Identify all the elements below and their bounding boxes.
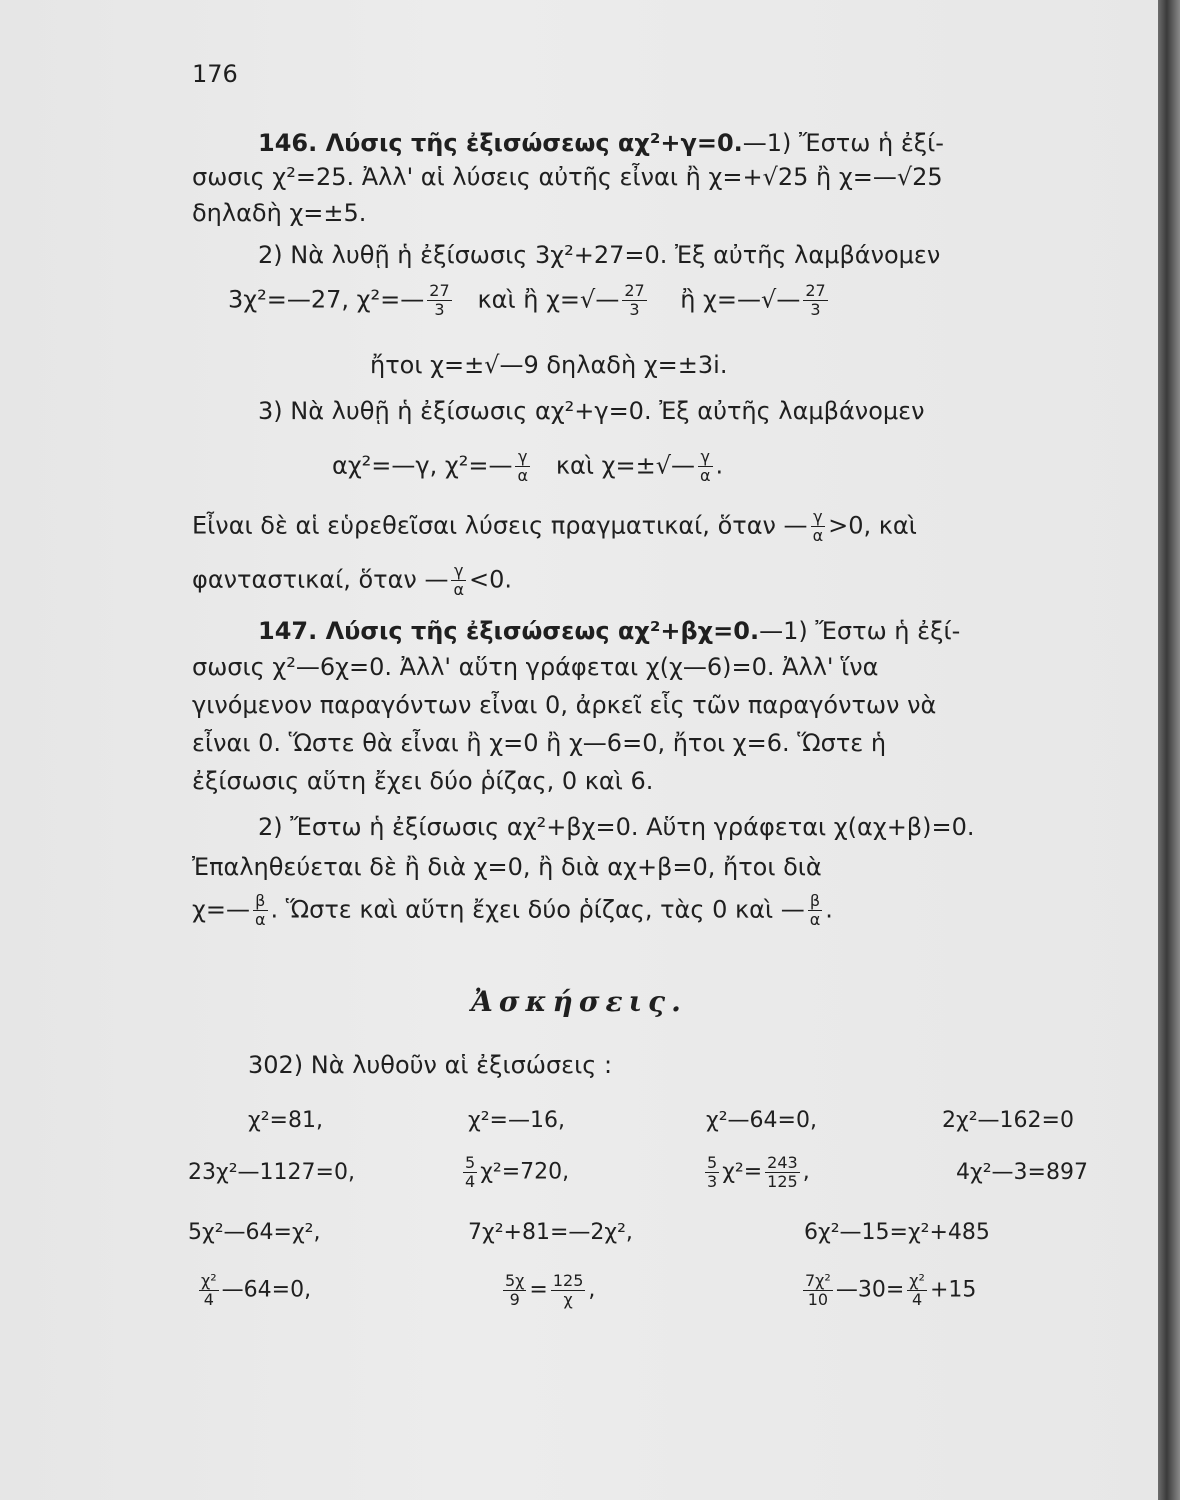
- exercises-heading: Ἀσκήσεις.: [471, 985, 687, 1018]
- exercise-eq: 6χ²—15=χ²+485: [804, 1220, 990, 1245]
- exercise-eq: 23χ²—1127=0,: [188, 1160, 355, 1185]
- exercise-eq: [500, 1272, 595, 1309]
- numerator: β: [253, 892, 268, 911]
- fraction: [451, 562, 466, 599]
- denominator: 4: [912, 1290, 923, 1309]
- fraction: [551, 1272, 586, 1309]
- exercise-eq: 7χ²+81=—2χ²,: [468, 1220, 633, 1245]
- numerator: 27: [429, 281, 450, 300]
- sec147-line4: εἶναι 0. Ὥστε θὰ εἶναι ἢ χ=0 ἢ χ—6=0, ἤτοι χ=6. Ὥστε ἡ: [192, 729, 887, 757]
- fraction: [427, 282, 451, 319]
- text: >0, καὶ: [828, 511, 917, 540]
- fraction: [803, 282, 827, 319]
- text: <0.: [469, 565, 513, 594]
- sec147-line7: Ἐπαληθεύεται δὲ ἢ διὰ χ=0, ἢ διὰ αχ+β=0, ἤτοι διὰ: [192, 853, 822, 881]
- fraction: [808, 892, 823, 929]
- denominator: 4: [203, 1290, 214, 1309]
- fraction: [253, 892, 268, 929]
- sec146-line5: [228, 282, 831, 319]
- sec147-text: —1) Ἔστω ἡ ἐξί-: [759, 617, 961, 645]
- denominator: α: [809, 910, 821, 929]
- denominator: α: [812, 526, 824, 545]
- fraction: [503, 1272, 526, 1309]
- denominator: 3: [707, 1172, 718, 1191]
- text: ,: [588, 1277, 596, 1303]
- numerator: χ²: [201, 1271, 217, 1290]
- text: =: [529, 1277, 548, 1303]
- eq-text: αχ²=—γ, χ²=—: [332, 451, 513, 480]
- sec146-title: 146. Λύσις τῆς ἐξισώσεως αχ²+γ=0.: [258, 129, 743, 157]
- numerator: 5χ: [505, 1271, 525, 1290]
- sec146-line2: σωσις χ²=25. Ἀλλ' αἱ λύσεις αὐτῆς εἶναι ἢ χ=+√25 ἢ χ=—√25: [192, 163, 943, 191]
- text: χ=—: [192, 895, 250, 924]
- text: χ²=720,: [480, 1159, 570, 1185]
- denominator: 9: [509, 1290, 520, 1309]
- exercise-eq: [460, 1154, 569, 1191]
- fraction: [803, 1272, 833, 1309]
- sec146-text: —1) Ἔστω ἡ ἐξί-: [742, 129, 944, 157]
- exercise-eq: χ²=—16,: [468, 1108, 565, 1133]
- fraction: [199, 1272, 219, 1309]
- sec147-title: 147. Λύσις τῆς ἐξισώσεως αχ²+βχ=0.: [258, 617, 760, 645]
- exercises-intro: 302) Νὰ λυθοῦν αἱ ἐξισώσεις :: [248, 1051, 613, 1079]
- fraction: [463, 1154, 477, 1191]
- denominator: χ: [563, 1290, 573, 1309]
- eq-text: ἢ χ=—√—: [680, 285, 801, 314]
- denominator: 3: [810, 300, 821, 319]
- denominator: α: [453, 580, 464, 599]
- sec146-line9: [192, 508, 917, 545]
- eq-text: 3χ²=—27, χ²=—: [228, 285, 425, 314]
- denominator: 125: [767, 1172, 798, 1191]
- text: ,: [802, 1159, 810, 1185]
- fraction: [907, 1272, 927, 1309]
- exercise-eq: [702, 1154, 810, 1191]
- exercise-eq: 2χ²—162=0: [942, 1108, 1074, 1133]
- sec147-line5: ἐξίσωσις αὕτη ἔχει δύο ῥίζας, 0 καὶ 6.: [192, 767, 654, 795]
- text: φανταστικαί, ὅταν —: [192, 565, 449, 594]
- fraction: [698, 448, 713, 485]
- exercise-eq: [196, 1272, 311, 1309]
- sec147-line1: [258, 616, 960, 646]
- fraction: [515, 448, 530, 485]
- sec147-line8: [192, 892, 833, 929]
- sec146-line6: ἤτοι χ=±√—9 δηλαδὴ χ=±3i.: [370, 351, 728, 379]
- sec146-line3: δηλαδὴ χ=±5.: [192, 199, 367, 227]
- fraction: [705, 1154, 719, 1191]
- denominator: 10: [807, 1290, 829, 1309]
- numerator: 7χ²: [805, 1271, 831, 1290]
- text: —30=: [835, 1277, 905, 1303]
- book-spine: [1158, 0, 1180, 1500]
- fraction: [765, 1154, 800, 1191]
- numerator: 243: [767, 1153, 798, 1172]
- numerator: 5: [465, 1153, 476, 1172]
- text: Εἶναι δὲ αἱ εὑρεθεῖσαι λύσεις πραγματικαί, ὅταν —: [192, 511, 808, 540]
- text: . Ὥστε καὶ αὕτη ἔχει δύο ῥίζας, τὰς 0 καὶ —: [270, 895, 805, 924]
- exercise-eq: 5χ²—64=χ²,: [188, 1220, 321, 1245]
- denominator: 3: [629, 300, 640, 319]
- exercise-eq: [800, 1272, 976, 1309]
- numerator: γ: [811, 508, 826, 527]
- exercise-eq: χ²=81,: [248, 1108, 323, 1133]
- sec146-line7: 3) Νὰ λυθῇ ἡ ἐξίσωσις αχ²+γ=0. Ἐξ αὐτῆς λαμβάνομεν: [258, 397, 925, 425]
- denominator: 4: [465, 1172, 476, 1191]
- numerator: β: [808, 892, 823, 911]
- eq-text: καὶ ἢ χ=√—: [477, 285, 620, 314]
- numerator: χ²: [909, 1271, 925, 1290]
- sec147-line6: 2) Ἔστω ἡ ἐξίσωσις αχ²+βχ=0. Αὕτη γράφεται χ(αχ+β)=0.: [258, 813, 975, 841]
- denominator: α: [254, 910, 266, 929]
- exercise-eq: 4χ²—3=897: [956, 1160, 1088, 1185]
- denominator: α: [700, 466, 711, 485]
- numerator: γ: [698, 448, 713, 467]
- denominator: α: [517, 466, 529, 485]
- fraction: [622, 282, 646, 319]
- numerator: 27: [624, 281, 645, 300]
- sec146-line10: [192, 562, 512, 599]
- numerator: 5: [707, 1153, 718, 1172]
- text: χ²=: [722, 1159, 763, 1185]
- sec146-line1: [258, 128, 944, 158]
- sec146-line4: 2) Νὰ λυθῇ ἡ ἐξίσωσις 3χ²+27=0. Ἐξ αὐτῆς λαμβάνομεν: [258, 241, 941, 269]
- page-number: 176: [192, 60, 238, 88]
- text: +15: [929, 1277, 977, 1303]
- numerator: γ: [451, 562, 466, 581]
- eq-text: καὶ χ=±√—: [555, 451, 695, 480]
- sec147-line3: γινόμενον παραγόντων εἶναι 0, ἀρκεῖ εἷς τῶν παραγόντων νὰ: [192, 691, 937, 719]
- numerator: γ: [515, 448, 530, 467]
- sec146-line8: αχ²=—γ, χ²=— $\frac{\gamma}{\alpha}$ καὶ χ=±√— $\frac{\gamma}{\alpha}$ .: [332, 447, 724, 485]
- sec147-line2: σωσις χ²—6χ=0. Ἀλλ' αὕτη γράφεται χ(χ—6)=0. Ἀλλ' ἵνα: [192, 653, 879, 681]
- text: —64=0,: [221, 1277, 312, 1303]
- numerator: 27: [805, 281, 826, 300]
- numerator: 125: [552, 1271, 584, 1290]
- denominator: 3: [434, 300, 445, 319]
- exercise-eq: χ²—64=0,: [706, 1108, 817, 1133]
- text: .: [825, 895, 833, 924]
- fraction: [811, 508, 826, 545]
